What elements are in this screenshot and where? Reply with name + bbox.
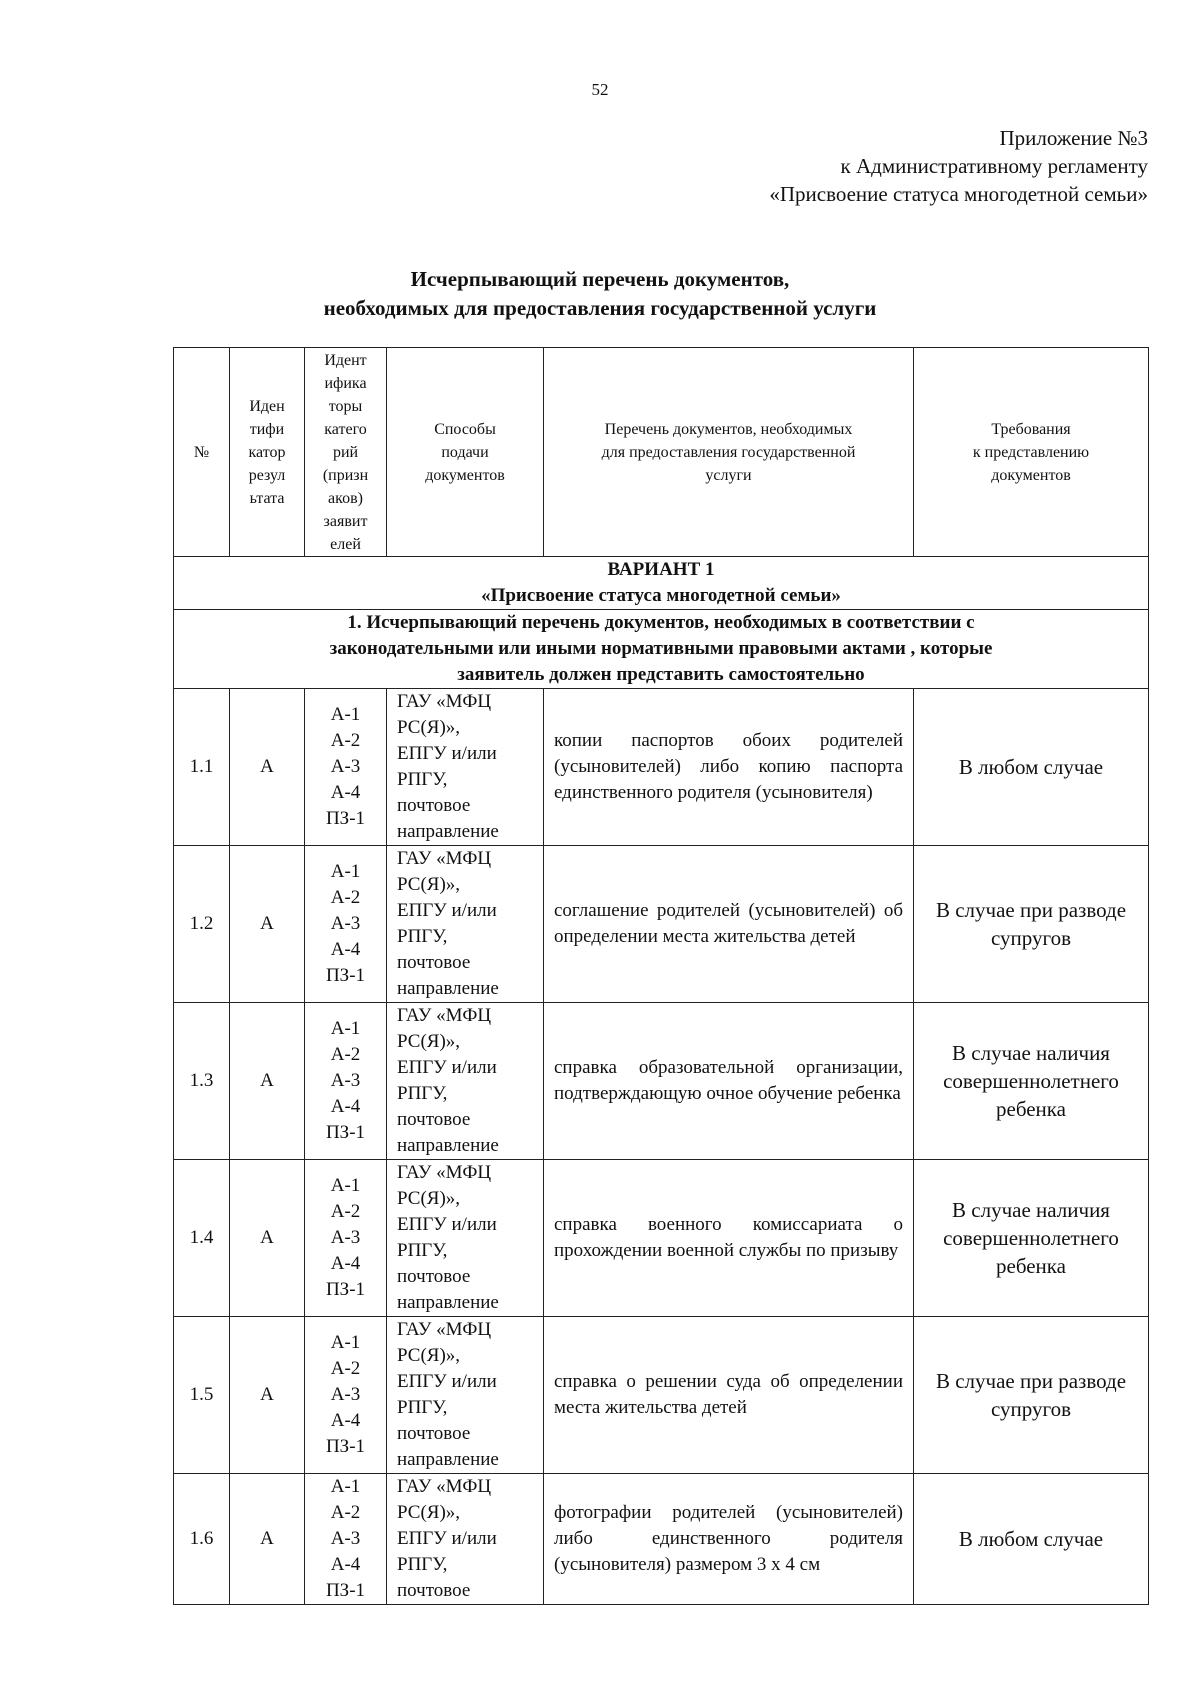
category-code: А-1 [330, 704, 361, 725]
appendix-line: Приложение №3 [999, 126, 1148, 150]
category-code: А-2 [330, 887, 361, 908]
category-code: ПЗ-1 [325, 1279, 366, 1300]
row-number: 1.1 [174, 689, 230, 846]
submission-way: ЕПГУ и/или [397, 1371, 497, 1392]
row-categories [305, 1474, 387, 1605]
submission-way: направление [397, 821, 499, 842]
row-result-id: А [230, 1160, 305, 1317]
submission-way: почтовое [397, 1580, 471, 1601]
row-requirement: В любом случае [914, 689, 1149, 846]
table-row [174, 846, 1149, 1003]
category-code: А-3 [330, 1528, 361, 1549]
row-document: справка о решении суда об определении места жительства детей [544, 1317, 914, 1474]
row-requirement: В случае при разводе супругов [914, 1317, 1149, 1474]
submission-way: почтовое [397, 1423, 471, 1444]
row-number: 1.5 [174, 1317, 230, 1474]
title-line: Исчерпывающий перечень документов, [410, 267, 790, 291]
header-submission: Способы подачи документов [387, 348, 544, 557]
submission-way: ГАУ «МФЦ [397, 1476, 492, 1497]
variant-row [174, 557, 1149, 610]
row-result-id: А [230, 1474, 305, 1605]
appendix-header [769, 124, 1148, 208]
appendix-line: к Административному регламенту [840, 154, 1148, 178]
category-code: А-1 [330, 861, 361, 882]
row-result-id: А [230, 1003, 305, 1160]
row-document: копии паспортов обоих родителей (усыновителей) либо копию паспорта единственного родителя (усыновителя) [544, 689, 914, 846]
page-number: 52 [591, 80, 609, 99]
category-code: А-1 [330, 1332, 361, 1353]
header-result-id: Иден тифи катор резул ьтата [230, 348, 305, 557]
row-requirement: В любом случае [914, 1474, 1149, 1605]
category-code: А-4 [330, 1253, 361, 1274]
document-title [0, 265, 1200, 323]
table-header-row [174, 348, 1149, 557]
submission-way: ГАУ «МФЦ [397, 848, 492, 869]
row-requirement: В случае при разводе супругов [914, 846, 1149, 1003]
row-result-id: А [230, 846, 305, 1003]
submission-way: направление [397, 1449, 499, 1470]
row-submission-ways [387, 1160, 544, 1317]
submission-way: ЕПГУ и/или [397, 900, 497, 921]
table-row [174, 1160, 1149, 1317]
submission-way: почтовое [397, 952, 471, 973]
row-result-id: А [230, 689, 305, 846]
row-document: соглашение родителей (усыновителей) об определении места жительства детей [544, 846, 914, 1003]
category-code: ПЗ-1 [325, 1436, 366, 1457]
row-categories [305, 1317, 387, 1474]
submission-way: ГАУ «МФЦ [397, 1005, 492, 1026]
submission-way: почтовое [397, 1109, 471, 1130]
table-row [174, 1474, 1149, 1605]
submission-way: РПГУ, [397, 769, 448, 790]
submission-way: почтовое [397, 1266, 471, 1287]
category-code: А-3 [330, 913, 361, 934]
section-row [174, 610, 1149, 689]
submission-way: РС(Я)», [397, 1031, 461, 1052]
header-num: № [174, 348, 230, 557]
title-line: необходимых для предоставления государственной услуги [323, 296, 877, 320]
category-code: А-4 [330, 939, 361, 960]
row-categories [305, 1003, 387, 1160]
category-code: А-3 [330, 756, 361, 777]
submission-way: ГАУ «МФЦ [397, 1319, 492, 1340]
row-categories [305, 846, 387, 1003]
row-categories [305, 689, 387, 846]
row-document: фотографии родителей (усыновителей) либо единственного родителя (усыновителя) размером 3 х 4 см [544, 1474, 914, 1605]
submission-way: РС(Я)», [397, 1502, 461, 1523]
header-requirements: Требования к представлению документов [914, 348, 1149, 557]
submission-way: ЕПГУ и/или [397, 1214, 497, 1235]
row-requirement: В случае наличия совершеннолетнего ребенка [914, 1160, 1149, 1317]
submission-way: ЕПГУ и/или [397, 743, 497, 764]
category-code: ПЗ-1 [325, 1122, 366, 1143]
category-code: А-1 [330, 1476, 361, 1497]
submission-way: РПГУ, [397, 1083, 448, 1104]
category-code: А-4 [330, 1096, 361, 1117]
submission-way: ГАУ «МФЦ [397, 1162, 492, 1183]
category-code: А-3 [330, 1384, 361, 1405]
category-code: А-3 [330, 1227, 361, 1248]
submission-way: РПГУ, [397, 1240, 448, 1261]
category-code: А-3 [330, 1070, 361, 1091]
row-number: 1.3 [174, 1003, 230, 1160]
category-code: ПЗ-1 [325, 808, 366, 829]
header-documents: Перечень документов, необходимых для предоставления государственной услуги [544, 348, 914, 557]
category-code: А-2 [330, 1201, 361, 1222]
submission-way: РС(Я)», [397, 874, 461, 895]
table-row [174, 689, 1149, 846]
table-row [174, 1003, 1149, 1160]
row-requirement: В случае наличия совершеннолетнего ребенка [914, 1003, 1149, 1160]
header-category-id: Идент ифика торы катего рий (призн аков) заявит елей [305, 348, 387, 557]
category-code: ПЗ-1 [325, 1580, 366, 1601]
submission-way: РС(Я)», [397, 1188, 461, 1209]
category-code: А-2 [330, 1502, 361, 1523]
row-document: справка военного комиссариата о прохождении военной службы по призыву [544, 1160, 914, 1317]
category-code: А-2 [330, 1044, 361, 1065]
row-number: 1.6 [174, 1474, 230, 1605]
category-code: А-2 [330, 1358, 361, 1379]
row-submission-ways [387, 846, 544, 1003]
row-submission-ways [387, 1317, 544, 1474]
section-title: 1. Исчерпывающий перечень документов, необходимых в соответствии с законодательными или иными нормативными правовыми актами , которые заявитель должен представить самостоятельно [174, 610, 1149, 689]
row-submission-ways [387, 1003, 544, 1160]
submission-way: направление [397, 1135, 499, 1156]
submission-way: ЕПГУ и/или [397, 1528, 497, 1549]
submission-way: РС(Я)», [397, 717, 461, 738]
row-submission-ways [387, 689, 544, 846]
category-code: А-1 [330, 1018, 361, 1039]
row-categories [305, 1160, 387, 1317]
submission-way: РПГУ, [397, 926, 448, 947]
category-code: А-1 [330, 1175, 361, 1196]
documents-table [173, 347, 1149, 1605]
category-code: А-4 [330, 1410, 361, 1431]
submission-way: РС(Я)», [397, 1345, 461, 1366]
submission-way: РПГУ, [397, 1554, 448, 1575]
appendix-line: «Присвоение статуса многодетной семьи» [769, 182, 1148, 206]
category-code: А-4 [330, 1554, 361, 1575]
category-code: А-2 [330, 730, 361, 751]
table-row [174, 1317, 1149, 1474]
row-submission-ways [387, 1474, 544, 1605]
submission-way: направление [397, 1292, 499, 1313]
variant-title: ВАРИАНТ 1 «Присвоение статуса многодетной семьи» [174, 557, 1149, 610]
submission-way: ГАУ «МФЦ [397, 691, 492, 712]
category-code: ПЗ-1 [325, 965, 366, 986]
submission-way: направление [397, 978, 499, 999]
category-code: А-4 [330, 782, 361, 803]
submission-way: ЕПГУ и/или [397, 1057, 497, 1078]
row-number: 1.2 [174, 846, 230, 1003]
submission-way: почтовое [397, 795, 471, 816]
row-number: 1.4 [174, 1160, 230, 1317]
row-document: справка образовательной организации, подтверждающую очное обучение ребенка [544, 1003, 914, 1160]
submission-way: РПГУ, [397, 1397, 448, 1418]
row-result-id: А [230, 1317, 305, 1474]
